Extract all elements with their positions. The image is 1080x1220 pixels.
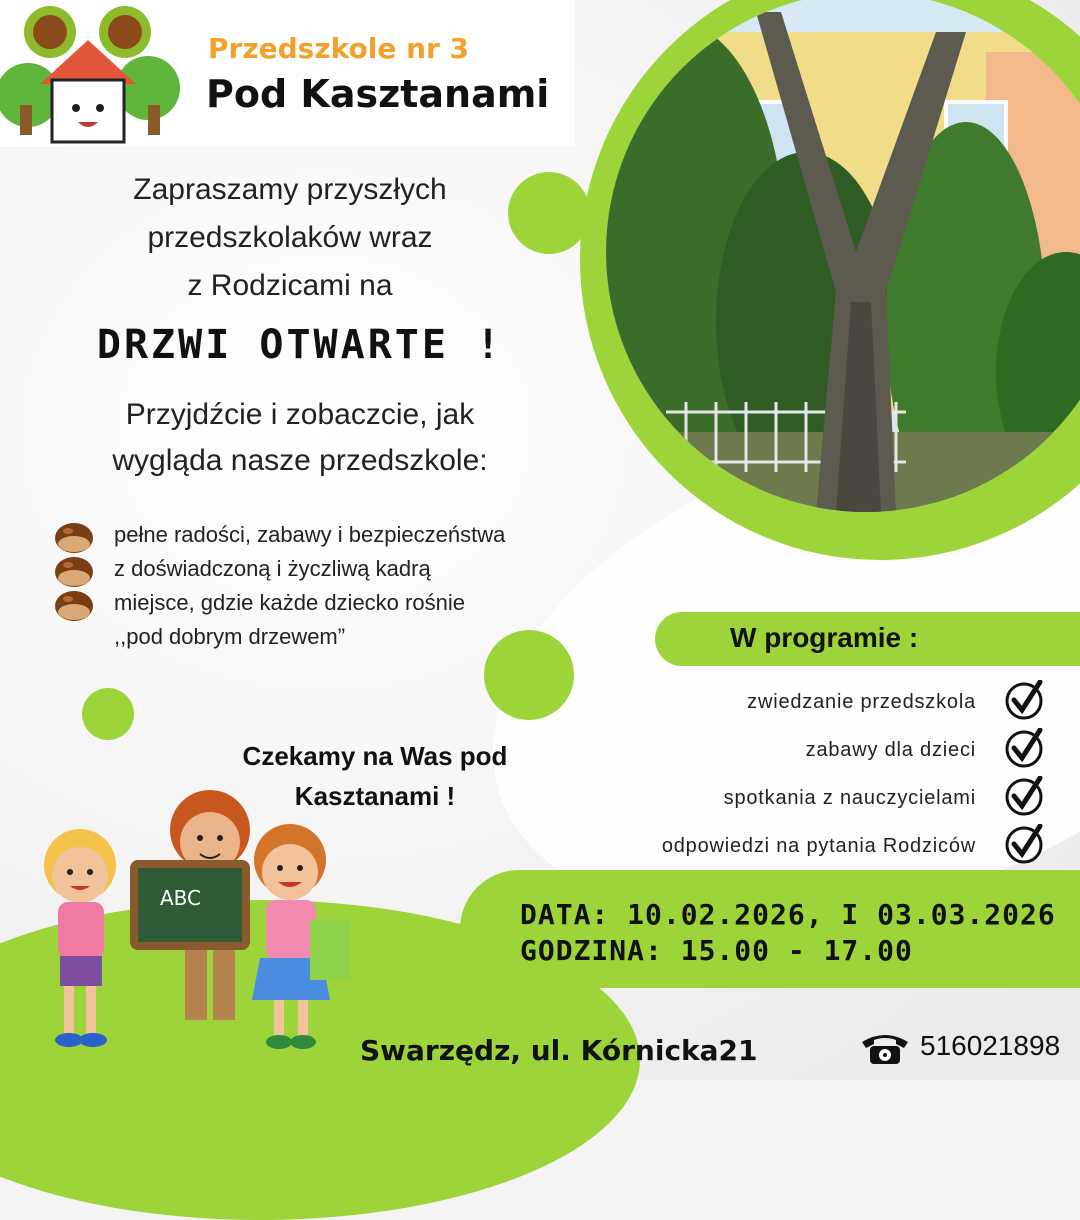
- feature-list: [54, 520, 574, 622]
- address: Swarzędz, ul. Kórnicka21: [360, 1034, 758, 1067]
- list-item: [54, 588, 574, 622]
- program-item-text: zabawy dla dzieci: [805, 739, 976, 761]
- program-item: [662, 776, 976, 824]
- logo-subtitle: Przedszkole nr 3: [208, 32, 470, 65]
- blackboard-text: ABC: [160, 886, 202, 910]
- chestnut-icon: [54, 588, 94, 622]
- come-line: wygląda nasze przedszkole:: [112, 444, 488, 477]
- list-item-text: pełne radości, zabawy i bezpieczeństwa: [114, 522, 506, 547]
- chestnut-icon: [54, 520, 94, 554]
- list-item: [54, 554, 574, 588]
- program-item-text: odpowiedzi na pytania Rodziców: [661, 835, 976, 857]
- wait-line: Czekamy na Was pod: [242, 741, 508, 771]
- come-and-see-text: [50, 392, 550, 484]
- invite-line: z Rodzicami na: [187, 269, 393, 302]
- invitation-text: [60, 166, 520, 310]
- open-doors-headline: DRZWI OTWARTE !: [96, 322, 504, 368]
- decor-dot: [508, 172, 590, 254]
- telephone-icon: [858, 1030, 912, 1066]
- event-date: DATA: 10.02.2026, I 03.03.2026: [520, 898, 1056, 931]
- list-item-text: miejsce, gdzie każde dziecko rośnie: [114, 590, 465, 615]
- list-item-continuation: ,,pod dobrym drzewem”: [114, 624, 346, 649]
- checkmark-icon: [1004, 776, 1044, 816]
- program-item-text: zwiedzanie przedszkola: [747, 691, 976, 713]
- phone-number: 516021898: [920, 1030, 1061, 1061]
- list-item-text: z doświadczoną i życzliwą kadrą: [114, 556, 431, 581]
- logo-title: Pod Kasztanami: [206, 72, 550, 116]
- invite-line: przedszkolaków wraz: [147, 221, 433, 254]
- checkmark-icon: [1004, 824, 1044, 864]
- list-item: [54, 520, 574, 554]
- program-item-text: spotkania z nauczycielami: [723, 787, 976, 809]
- program-item: [662, 824, 976, 872]
- checkmark-icon: [1004, 680, 1044, 720]
- decor-dot: [484, 630, 574, 720]
- program-list: [662, 680, 976, 872]
- wait-line: Kasztanami !: [294, 781, 456, 811]
- invite-line: Zapraszamy przyszłych: [133, 173, 447, 206]
- house-mascot-logo: [0, 0, 190, 147]
- decor-dot: [82, 688, 134, 740]
- program-title: W programie :: [730, 622, 919, 653]
- checkmark-icon: [1004, 728, 1044, 768]
- come-line: Przyjdźcie i zobaczcie, jak: [125, 398, 475, 431]
- children-illustration: [20, 780, 360, 1070]
- chestnut-icon: [54, 554, 94, 588]
- program-item: [662, 680, 976, 728]
- event-time: GODZINA: 15.00 - 17.00: [520, 934, 913, 967]
- program-item: [662, 728, 976, 776]
